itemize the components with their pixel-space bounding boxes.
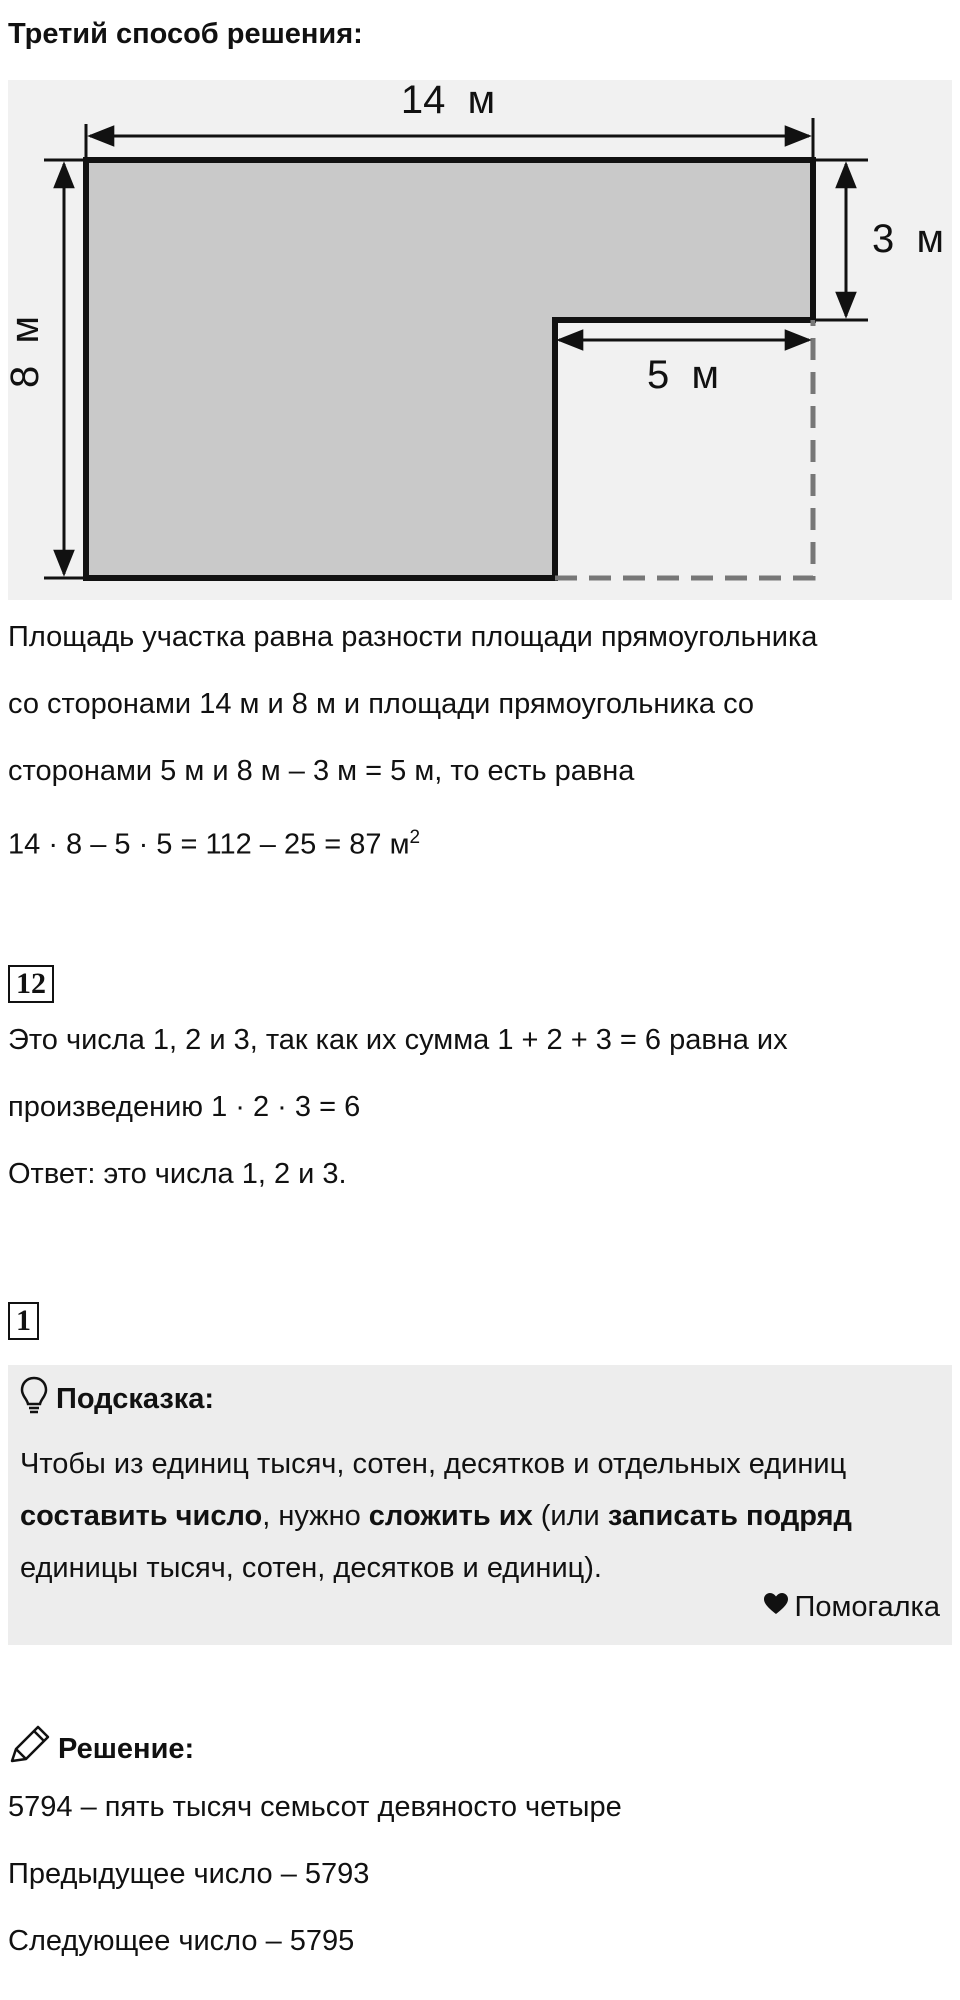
area-text-line-3: сторонами 5 м и 8 м – 3 м = 5 м, то есть равна: [8, 755, 635, 787]
inner-dimension-label: 5 м: [647, 353, 719, 397]
hint-title: Подсказка:: [56, 1382, 215, 1415]
hint-bold-add: сложить их: [368, 1500, 533, 1532]
solution-line-1: 5794 – пять тысяч семьсот девяносто четыре: [8, 1791, 622, 1823]
hint-text-part: единицы тысяч, сотен, десятков и единиц).: [20, 1552, 602, 1584]
hint-box: [8, 1365, 952, 1645]
heart-icon: [763, 1591, 789, 1624]
area-formula-exponent: 2: [409, 827, 421, 848]
section-heading: Третий способ решения:: [8, 18, 363, 50]
lightbulb-icon: [20, 1375, 48, 1423]
solution-line-3: Следующее число – 5795: [8, 1925, 355, 1957]
hint-text: [20, 1438, 935, 1594]
hint-brand[interactable]: [763, 1591, 940, 1624]
right-dimension-label: 3 м: [872, 217, 944, 261]
area-text-line-1: Площадь участка равна разности площади прямоугольника: [8, 621, 818, 653]
area-text-line-2: со сторонами 14 м и 8 м и площади прямоугольника со: [8, 688, 755, 720]
task12-line-1: Это числа 1, 2 и 3, так как их сумма 1 + 2 + 3 = 6 равна их: [8, 1024, 788, 1056]
area-formula-text: 14 · 8 – 5 · 5 = 112 – 25 = 87 м: [8, 828, 410, 861]
task-number-12: 12: [8, 965, 54, 1003]
solution-title: Решение:: [58, 1732, 195, 1765]
hint-text-part: , нужно: [262, 1500, 369, 1532]
solution-header: [8, 1725, 194, 1773]
brand-label: Помогалка: [794, 1591, 940, 1623]
top-dimension-label: 14 м: [400, 78, 496, 122]
hint-text-part: Чтобы из единиц тысяч, сотен, десятков и отдельных единиц: [20, 1448, 847, 1480]
solution-line-2: Предыдущее число – 5793: [8, 1858, 370, 1890]
task12-line-2: произведению 1 · 2 · 3 = 6: [8, 1091, 361, 1123]
plot-figure: [3, 78, 952, 600]
pencil-icon: [8, 1725, 52, 1773]
plot-diagram: [3, 78, 952, 600]
left-dimension-label: 8 м: [3, 316, 47, 388]
hint-text-part: (или: [532, 1500, 608, 1532]
hint-header: [20, 1375, 214, 1423]
hint-bold-write: записать подряд: [607, 1500, 852, 1532]
task-number-1: 1: [8, 1302, 39, 1340]
hint-bold-compose: составить число: [20, 1500, 263, 1532]
task12-answer: Ответ: это числа 1, 2 и 3.: [8, 1158, 347, 1190]
area-formula: [8, 818, 420, 865]
